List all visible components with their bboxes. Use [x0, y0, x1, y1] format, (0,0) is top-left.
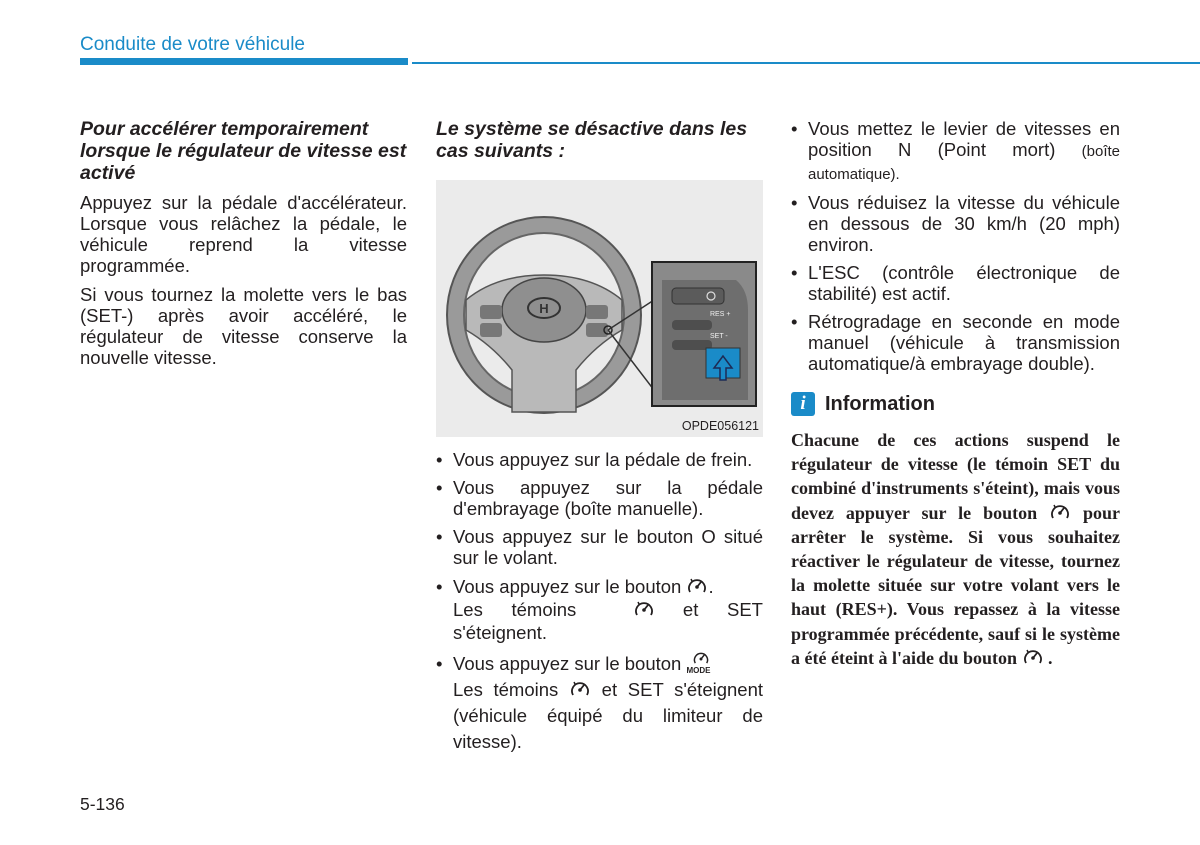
cruise-mode-icon [686, 652, 718, 676]
list-item-note: (boîte automatique). [808, 143, 1120, 183]
cruise-control-icon [569, 679, 591, 701]
cruise-control-icon [633, 599, 655, 621]
column-left [80, 118, 407, 368]
list-item-text: . [708, 576, 714, 597]
list-item [436, 651, 763, 755]
list-item-text: Vous réduisez la vitesse du véhicule en dessous de 30 km/h (20 mph) environ. [808, 192, 1120, 255]
list-item [436, 575, 763, 644]
list-item [791, 311, 1120, 374]
paragraph-accelerate: Appuyez sur la pédale d'accélérateur. Lorsque vous relâchez la pédale, le véhicule reprend la vitesse programmée. [80, 192, 407, 276]
list-item-text: Vous appuyez sur le bouton [453, 653, 682, 674]
set-label: SET - [710, 333, 728, 340]
deactivation-list [436, 449, 763, 755]
svg-text:H: H [539, 301, 549, 316]
deactivation-list-continued [791, 118, 1120, 374]
information-title: Information [825, 392, 935, 415]
list-item-text: Vous appuyez sur le bouton [453, 576, 682, 597]
list-item [436, 449, 763, 470]
cruise-control-icon [1049, 502, 1071, 524]
info-text-part: Chacune de ces actions suspend le régulateur de vitesse (le témoin SET du combiné d'instruments s'éteint), mais vous devez appuyer sur le bouton [791, 430, 1120, 523]
info-text-part: pour arrêter le système. Si vous souhaitez réactiver le régulateur de vitesse, tournez la molette située sur votre volant vers le haut (RES+). Vous repassez à la vitesse programmée précédente, sauf si le système a été éteint à l'aide du bouton [791, 502, 1120, 668]
list-item-text: Les témoins [453, 599, 577, 620]
list-item-text: et SET s'éteignent. [453, 599, 763, 643]
section-title: Conduite de votre véhicule [80, 34, 305, 55]
list-item-text: Vous appuyez sur la pédale de frein. [453, 449, 753, 470]
list-item [791, 192, 1120, 255]
paragraph-set-minus: Si vous tournez la molette vers le bas (SET-) après avoir accéléré, le régulateur de vitesse conserve la nouvelle vitesse. [80, 284, 407, 368]
info-text-part: . [1048, 647, 1053, 668]
list-item-text: Les témoins [453, 679, 559, 700]
list-item [436, 477, 763, 519]
page-number: 5-136 [80, 794, 125, 814]
figure-code: OPDE056121 [681, 419, 759, 433]
list-item [791, 118, 1120, 185]
list-item-text: L'ESC (contrôle électronique de stabilité) est actif. [808, 262, 1120, 304]
cruise-control-icon [1022, 647, 1044, 669]
cruise-control-icon [686, 576, 708, 598]
subheading-deactivation: Le système se désactive dans les cas suivants : [436, 118, 748, 162]
list-item-text: et SET s'éteignent (véhicule équipé du limiteur de vitesse). [453, 679, 764, 752]
list-item-text: Vous appuyez sur la pédale d'embrayage (boîte manuelle). [453, 477, 763, 519]
list-item [791, 262, 1120, 304]
information-text [791, 428, 1120, 670]
res-label: RES + [710, 311, 731, 318]
subheading-accelerate: Pour accélérer temporairement lorsque le régulateur de vitesse est activé [80, 118, 407, 184]
steering-wheel-figure [436, 180, 763, 437]
info-icon: i [791, 392, 815, 416]
column-middle [436, 118, 763, 762]
steering-wheel-illustration [436, 180, 763, 437]
list-item [436, 526, 763, 568]
list-item-text: Vous mettez le levier de vitesses en position N (Point mort) [808, 118, 1120, 160]
header-rule [412, 62, 1200, 64]
list-item-text: Vous appuyez sur le bouton O situé sur le volant. [453, 526, 763, 568]
information-header [791, 392, 1120, 416]
mode-label: MODE [686, 666, 711, 675]
list-item-text: Rétrogradage en seconde en mode manuel (véhicule à transmission automatique/à embrayage double). [808, 311, 1120, 374]
header-bar [80, 58, 408, 65]
column-right [791, 118, 1120, 670]
